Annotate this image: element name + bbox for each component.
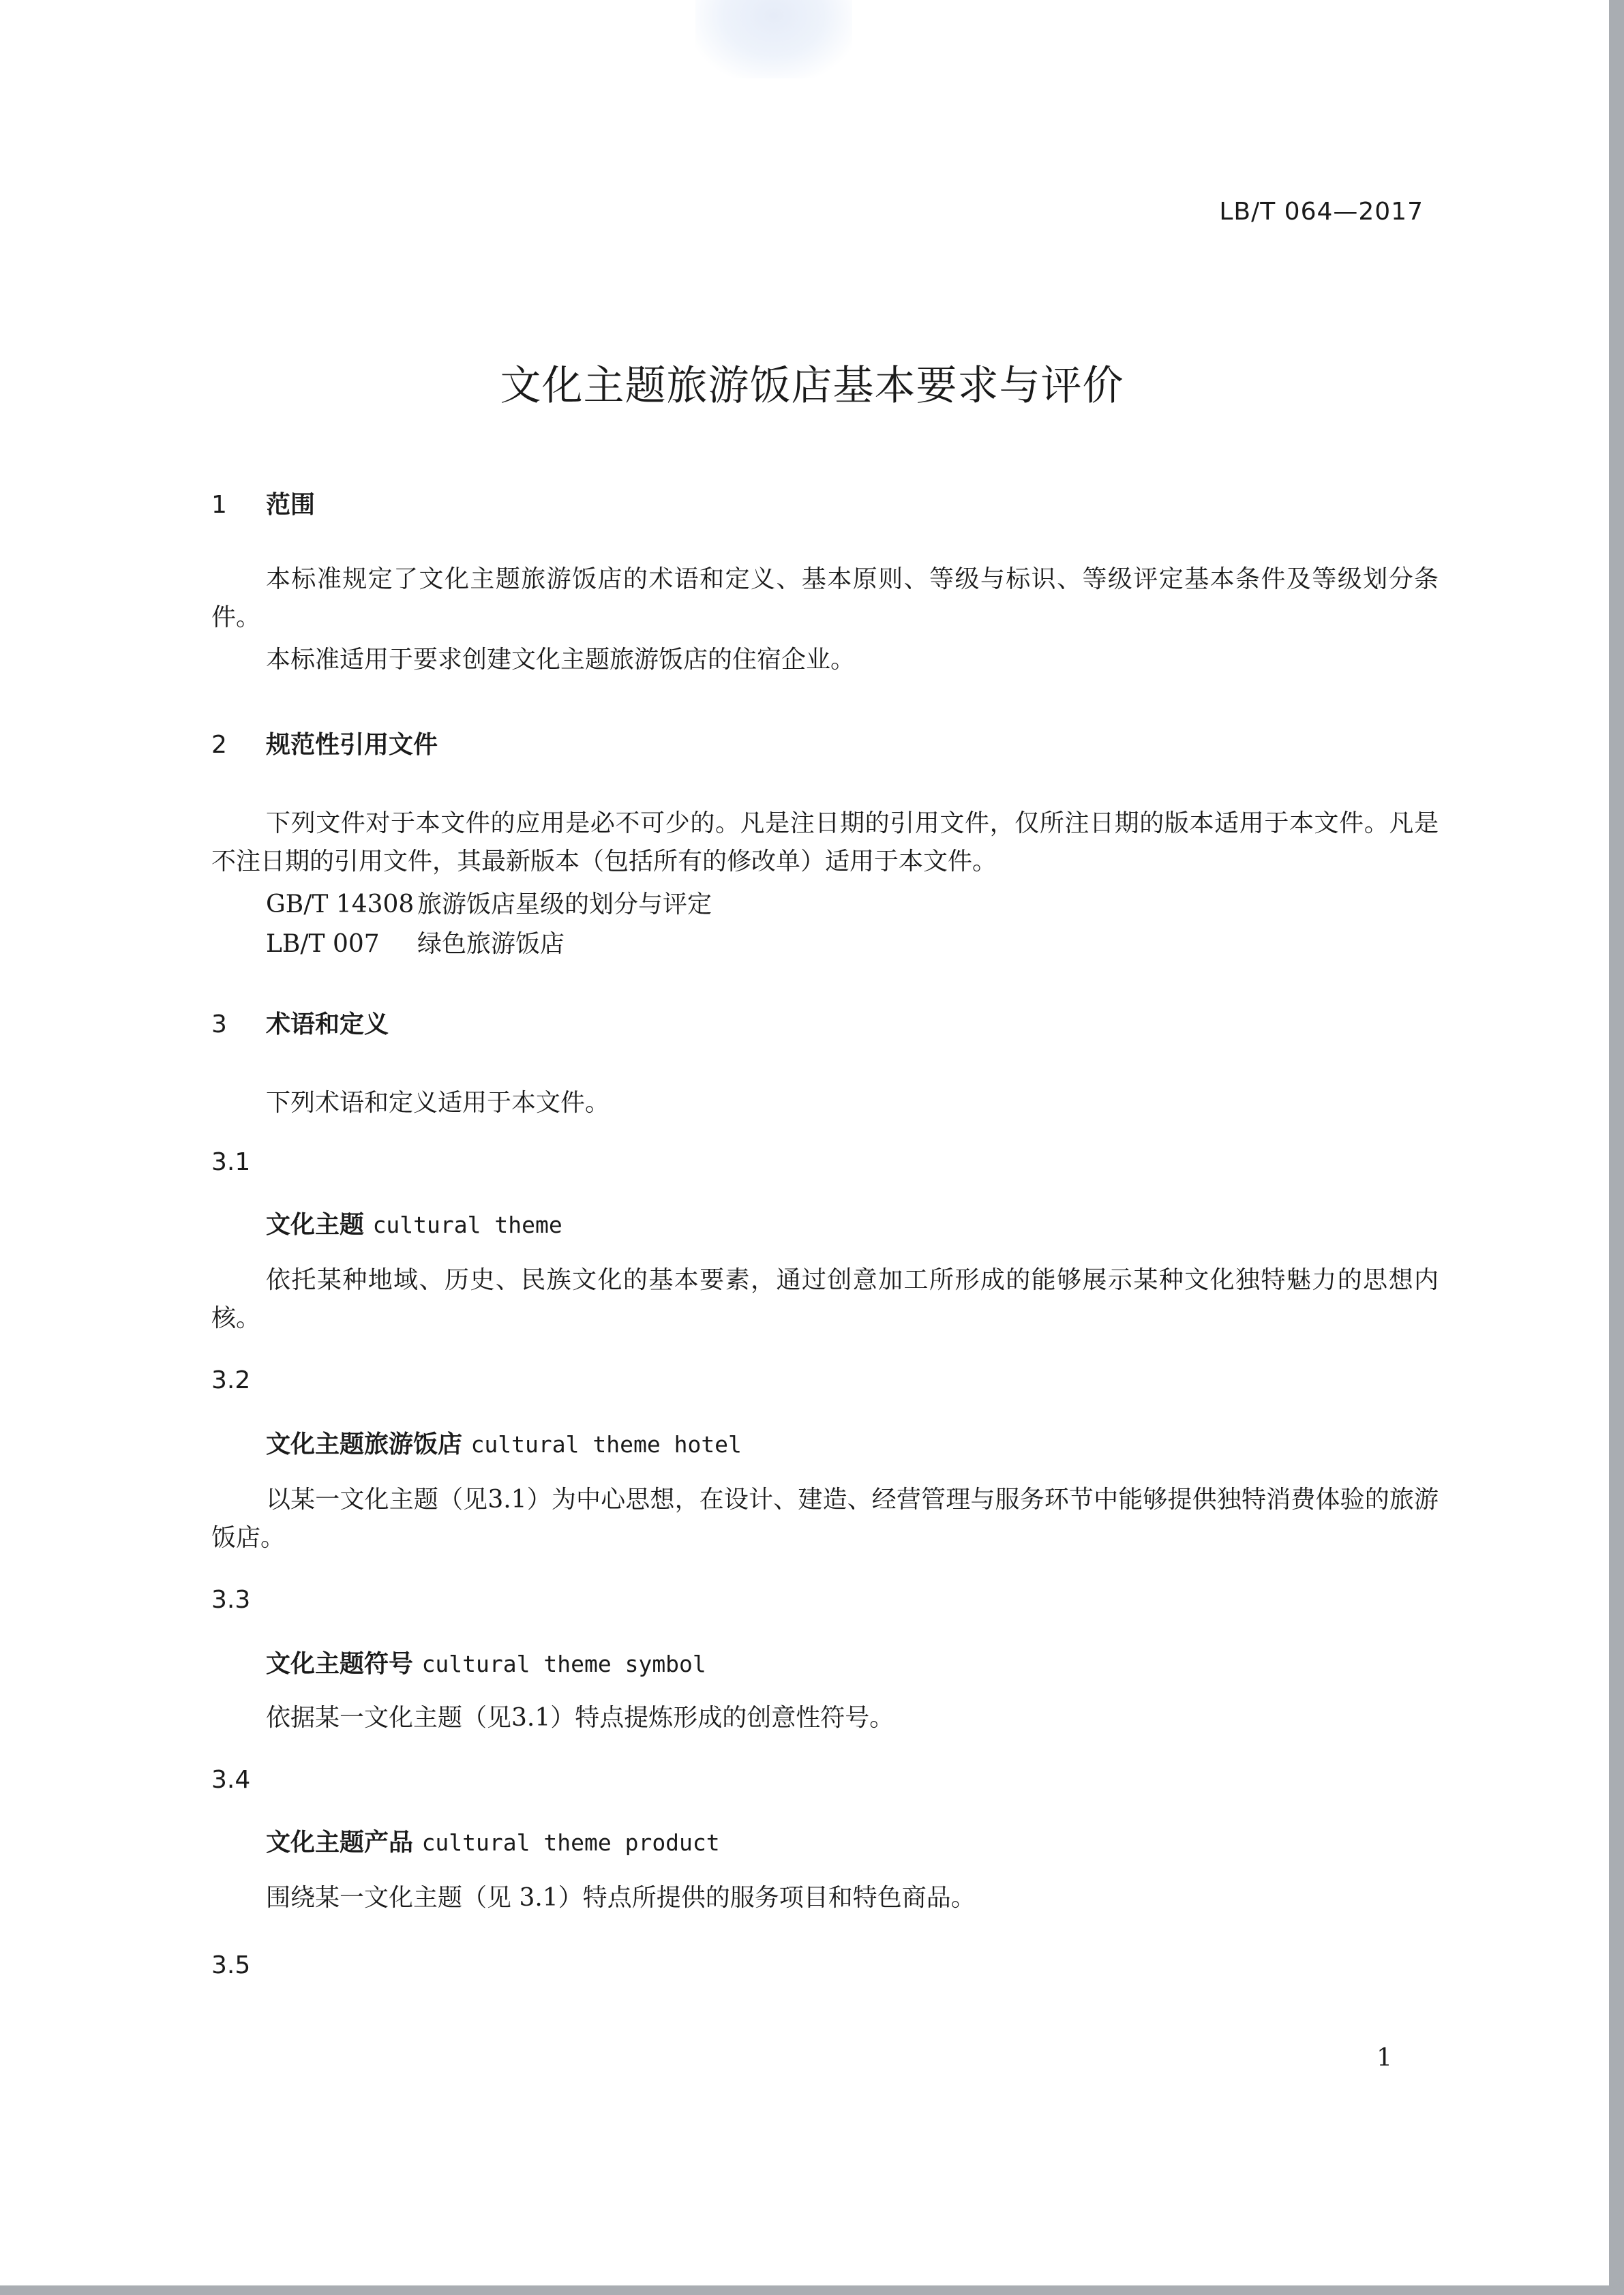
term-definition: 依据某一文化主题（见3.1）特点提炼形成的创意性符号。 [266,1704,894,1732]
scan-smudge [695,0,852,78]
section-title: 术语和定义 [266,1010,389,1038]
term-number: 3.4 [211,1766,251,1794]
term-heading [266,1823,720,1858]
term-heading [266,1205,562,1240]
section-title: 规范性引用文件 [266,731,438,759]
term-number: 3.3 [211,1586,251,1614]
section-1-paragraph-1: 本标准规定了文化主题旅游饭店的术语和定义、基本原则、等级与标识、等级评定基本条件及等级划分条件。 [211,565,1439,631]
reference-title: 旅游饭店星级的划分与评定 [417,890,712,918]
term-number: 3.2 [211,1366,251,1394]
term-number: 3.5 [211,1951,251,1979]
page-number: 1 [1377,2044,1392,2072]
term-en: cultural theme product [421,1829,720,1856]
standard-number: LB/T 064—2017 [1219,198,1424,226]
section-1-heading [211,485,315,520]
section-number: 1 [211,491,227,519]
reference-title: 绿色旅游饭店 [417,930,565,958]
document-title: 文化主题旅游饭店基本要求与评价 [500,362,1124,410]
term-zh: 文化主题 [266,1211,365,1239]
reference-code: LB/T 007 [266,930,380,958]
term-definition: 依托某种地域、历史、民族文化的基本要素，通过创意加工所形成的能够展示某种文化独特魅力的思想内核。 [211,1266,1439,1332]
section-3-intro: 下列术语和定义适用于本文件。 [266,1089,610,1117]
term-zh: 文化主题符号 [266,1650,414,1678]
section-2-heading [211,725,438,760]
section-number: 2 [211,731,227,759]
term-en: cultural theme [372,1212,562,1238]
term-en: cultural theme hotel [470,1431,742,1458]
term-heading [266,1645,706,1679]
reference-item [266,925,565,959]
term-en: cultural theme symbol [421,1651,706,1677]
section-title: 范围 [266,491,316,519]
reference-item [266,885,712,920]
section-number: 3 [211,1010,227,1038]
term-heading [266,1425,742,1460]
term-zh: 文化主题产品 [266,1829,414,1857]
term-zh: 文化主题旅游饭店 [266,1430,463,1458]
section-3-heading [211,1005,389,1040]
section-1-paragraph-2: 本标准适用于要求创建文化主题旅游饭店的住宿企业。 [266,646,856,674]
section-2-paragraph-1: 下列文件对于本文件的应用是必不可少的。凡是注日期的引用文件，仅所注日期的版本适用于本文件。凡是不注日期的引用文件，其最新版本（包括所有的修改单）适用于本文件。 [211,809,1439,875]
term-definition: 围绕某一文化主题（见 3.1）特点所提供的服务项目和特色商品。 [266,1884,976,1912]
term-number: 3.1 [211,1148,251,1176]
reference-code: GB/T 14308 [266,890,415,918]
term-definition: 以某一文化主题（见3.1）为中心思想，在设计、建造、经营管理与服务环节中能够提供独特消费体验的旅游饭店。 [211,1486,1439,1552]
